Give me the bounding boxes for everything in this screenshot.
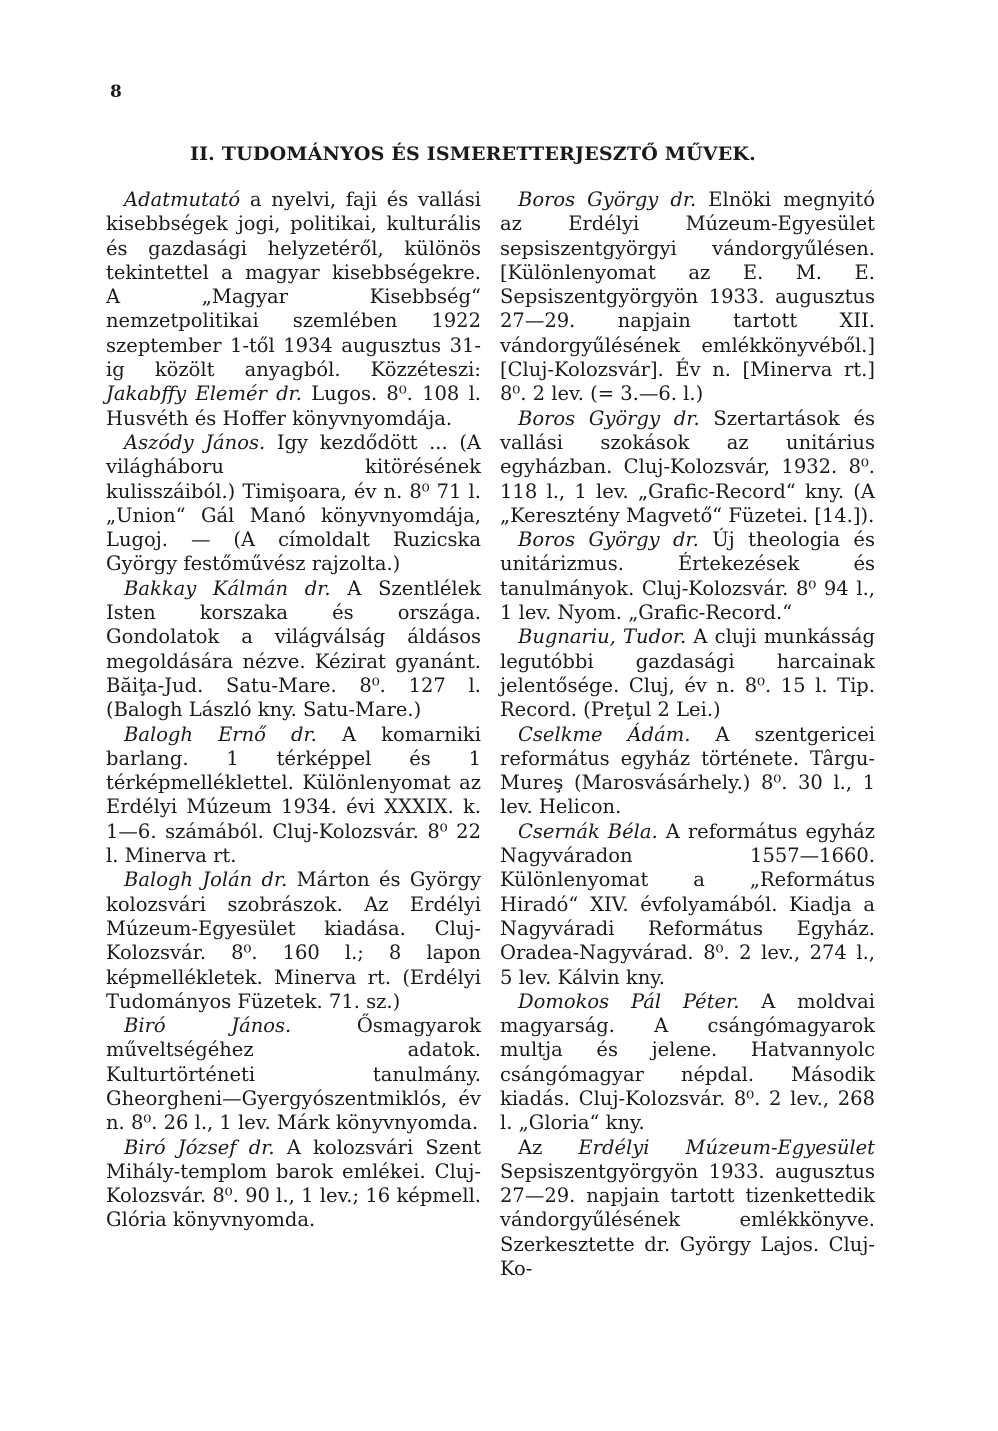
- entry-imprint: Lugos. 8⁰. 108 l. Husvéth és Hoffer könyvnyomdája.: [106, 382, 481, 430]
- entry-author: Biró József dr.: [124, 1135, 275, 1159]
- bib-entry: [106, 577, 481, 723]
- entry-text: A kolozsvári Szent Mihály-templom barok emlékei. Cluj-Kolozsvár. 8⁰. 90 l., 1 lev.; 16 képmell. Glória könyvnyomda.: [106, 1135, 482, 1232]
- bib-entry: [106, 431, 481, 577]
- bib-entry: [500, 625, 875, 722]
- entry-text: Ősmagyarok műveltségéhez adatok. Kulturtörténeti tanulmány. Gheorgheni—Gyergyószentmiklós, év n. 8⁰. 26 l., 1 lev. Márk könyvnyomda.: [106, 1014, 481, 1135]
- bib-entry: [106, 723, 481, 869]
- section-heading: II. TUDOMÁNYOS ÉS ISMERETTERJESZTŐ MŰVEK.: [190, 143, 756, 165]
- bib-entry: [106, 1136, 481, 1233]
- entry-text: Az: [518, 1135, 579, 1159]
- entry-author: Boros György dr.: [518, 188, 697, 211]
- bib-entry: [500, 820, 875, 990]
- entry-text: Szertartások és vallási szokások az unitárius egyházban. Cluj-Kolozsvár, 1932. 8⁰. 118 l., 1 lev. „Grafic-Record“ kny. (A „Keresztény Magvető“ Füzetei. [14.]).: [500, 406, 875, 527]
- entry-editor: Jakabffy Elemér dr.: [106, 382, 302, 406]
- entry-text: Elnöki megnyitó az Erdélyi Múzeum-Egyesület sepsiszentgyörgyi vándorgyűlésen. [Különlenyomat az E. M. E. Sepsiszentgyörgyön 1933. augusztus 27—29. napjain tartott XII. vándorgyűlésének emlékkönyvéből.] [Cluj-Kolozsvár]. Év n. [Minerva rt.] 8⁰. 2 lev. (= 3.—6. l.): [500, 188, 875, 406]
- bib-entry: [106, 1014, 481, 1135]
- entry-author: Boros György dr.: [518, 528, 699, 552]
- bib-entry: [500, 1136, 875, 1282]
- bib-entry: [500, 990, 875, 1136]
- entry-author: Adatmutató: [124, 188, 241, 211]
- right-column: [500, 188, 875, 1281]
- bib-entry: [106, 868, 481, 1014]
- left-column: [106, 188, 481, 1233]
- entry-text: Márton és György kolozsvári szobrászok. Az Erdélyi Múzeum-Egyesület kiadása. Cluj-Kolozsvár. 8⁰. 160 l.; 8 lapon képmellékletek. Minerva rt. (Erdélyi Tudományos Füzetek. 71. sz.): [106, 868, 481, 1013]
- entry-author: Biró János.: [124, 1014, 292, 1038]
- entry-text: a nyelvi, faji és vallási kisebbségek jogi, politikai, kulturális és gazdasági helyzetéről, különös tekintettel a magyar kisebbségekre. A „Magyar Kisebbség“ nemzetpolitikai szemlében 1922 szeptember 1-től 1934 augusztus 31-ig közölt anyagból. Közzéteszi:: [106, 188, 481, 382]
- bib-entry: [500, 188, 875, 407]
- entry-author: Balogh Jolán dr.: [124, 868, 288, 892]
- entry-author: Cselkme Ádám.: [518, 722, 691, 746]
- entry-text: Új theologia és unitárizmus. Értekezések és tanulmányok. Cluj-Kolozsvár. 8⁰ 94 l., 1 lev. Nyom. „Grafic-Record.“: [500, 528, 875, 625]
- bib-entry: [500, 723, 875, 820]
- entry-author: Balogh Ernő dr.: [124, 722, 317, 746]
- bib-entry: [500, 528, 875, 625]
- entry-author: Csernák Béla.: [518, 819, 658, 843]
- entry-text: A Szentlélek Isten korszaka és országa. Gondolatok a világválság áldásos megoldására nézve. Kézirat gyanánt. Băiţa-Jud. Satu-Mare. 8⁰. 127 l. (Balogh László kny. Satu-Mare.): [106, 576, 482, 722]
- bib-entry: [106, 188, 481, 431]
- entry-title: Erdélyi Múzeum-Egyesület: [578, 1135, 875, 1159]
- entry-text: A komarniki barlang. 1 térképpel és 1 térképmelléklettel. Különlenyomat az Erdélyi Múzeum 1934. évi XXXIX. k. 1—6. számából. Cluj-Kolozsvár. 8⁰ 22 l. Minerva rt.: [106, 722, 481, 868]
- entry-author: Domokos Pál Péter.: [518, 989, 740, 1013]
- entry-text: A moldvai magyarság. A csángómagyarok multja és jelene. Hatvannyolc csángómagyar népdal. Második kiadás. Cluj-Kolozsvár. 8⁰. 2 lev., 268 l. „Gloria“ kny.: [500, 989, 875, 1135]
- entry-author: Boros György dr.: [518, 406, 700, 430]
- bib-entry: [500, 407, 875, 528]
- entry-text: Igy kezdődött ... (A világháboru kitörésének kulisszáiból.) Timişoara, év n. 8⁰ 71 l. „Union“ Gál Manó könyvnyomdája, Lugoj. — (A címoldalt Ruzicska György festőművész rajzolta.): [106, 430, 482, 576]
- entry-text: A református egyház Nagyváradon 1557—1660. Különlenyomat a „Református Hiradó“ XIV. évfolyamából. Kiadja a Nagyváradi Református Egyház. Oradea-Nagyvárad. 8⁰. 2 lev., 274 l., 5 lev. Kálvin kny.: [500, 819, 875, 989]
- entry-author: Bugnariu, Tudor.: [518, 625, 687, 649]
- entry-imprint: Sepsiszentgyörgyön 1933. augusztus 27—29. napjain tartott tizenkettedik vándorgyűlésének emlékkönyve. Szerkesztette dr. György Lajos. Cluj-Ko-: [500, 1159, 875, 1281]
- entry-text: A cluji munkásság legutóbbi gazdasági harcainak jelentősége. Cluj, év n. 8⁰. 15 l. Tip. Record. (Preţul 2 Lei.): [500, 625, 875, 722]
- page-number: 8: [110, 82, 122, 102]
- entry-author: Bakkay Kálmán dr.: [124, 576, 331, 600]
- entry-text: A szentgericei református egyház története. Târgu-Mureş (Marosvásárhely.) 8⁰. 30 l., 1 lev. Helicon.: [500, 722, 875, 819]
- entry-author: Aszódy János.: [124, 430, 266, 454]
